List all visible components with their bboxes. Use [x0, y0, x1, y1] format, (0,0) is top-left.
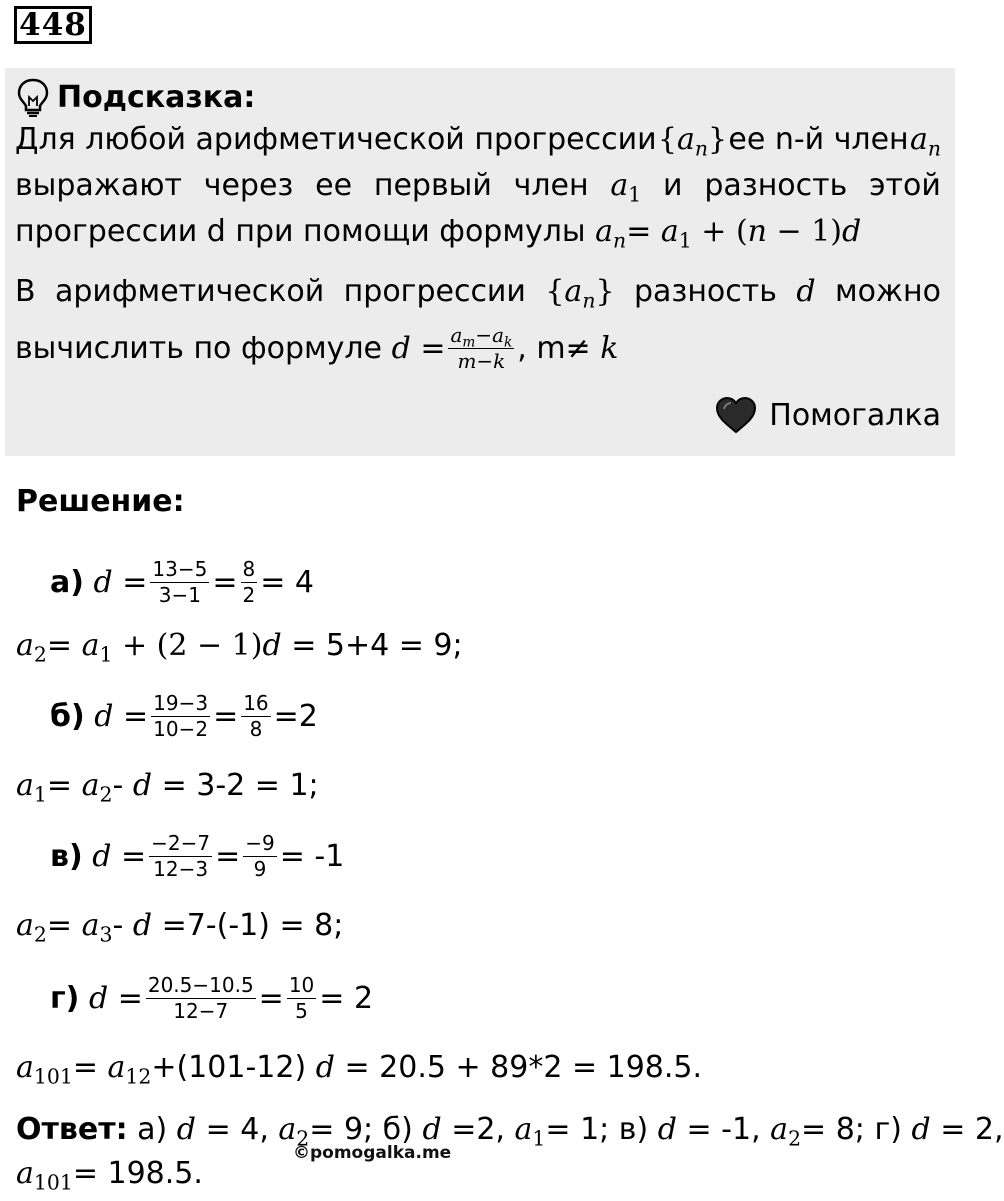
- fraction: $\frac{10}{5}$: [288, 972, 315, 1023]
- lightbulb-icon: [15, 77, 51, 117]
- hint-text: , m≠: [517, 330, 591, 366]
- result: = -1: [279, 838, 345, 874]
- math-d: d: [796, 273, 816, 309]
- hint-text: ее n-й член: [728, 121, 909, 157]
- part-label: б): [50, 698, 85, 734]
- solution-a-line1: а) d = $\frac{13-5}{3-1}$ = $\frac{8}{2}$ = 4: [50, 556, 314, 607]
- result: = 2: [319, 980, 374, 1016]
- hint-title: Подсказка:: [57, 79, 256, 115]
- brand: [715, 396, 941, 434]
- hint-word: первый: [373, 167, 492, 203]
- hint-word: В: [15, 273, 36, 309]
- solution-b-line2: $a_1$ = $a_2$ - d = 3-2 = 1;: [16, 767, 319, 807]
- hint-word: и: [663, 167, 683, 203]
- hint-text: Для любой арифметической прогрессии: [15, 121, 657, 157]
- hint-word: ее: [315, 167, 353, 203]
- solution-g-line2: $a_{101}$ = $a_{12}$ +(101-12) d = 20.5 + 89*2 = 198.5.: [16, 1049, 703, 1089]
- fraction: $\frac{-2-7}{12-3}$: [151, 830, 211, 881]
- solution-title: Решение:: [16, 483, 185, 519]
- brand-name: Помогалка: [769, 397, 941, 433]
- hint-word: разность: [633, 273, 777, 309]
- solution-b-line1: б) d = $\frac{19-3}{10-2}$ = $\frac{16}{8}$ =2: [50, 690, 318, 741]
- heart-icon: [715, 396, 757, 434]
- answer-label: Ответ:: [16, 1111, 128, 1147]
- hint-word: прогрессии: [343, 273, 526, 309]
- math-an: $a_n$: [909, 121, 941, 161]
- part-label: г): [50, 980, 80, 1016]
- problem-number: 448: [14, 6, 92, 44]
- hint-line-2: [15, 162, 941, 208]
- result: = 4: [260, 564, 314, 600]
- fraction: $\frac{8}{2}$: [242, 556, 256, 607]
- math-formula: $a_n$: [595, 213, 627, 253]
- answer-line-2: $a_{101}$ = 198.5.: [16, 1155, 203, 1195]
- solution-g-line1: г) d = $\frac{20.5-10.5}{12-7}$ = $\frac{10}{5}$ = 2: [50, 972, 374, 1023]
- hint-word: арифметической: [54, 273, 325, 309]
- part-label: в): [50, 838, 83, 874]
- math-set: $\{a_n\}$: [657, 121, 728, 161]
- hint-box: [5, 68, 955, 456]
- solution-a-line2: $a_2$ = $a_1$ + (2 − 1) d = 5+4 = 9;: [16, 627, 463, 667]
- fraction: $\frac{13-5}{3-1}$: [152, 556, 208, 607]
- fraction: $\frac{19-3}{10-2}$: [153, 690, 209, 741]
- hint-word: этой: [869, 167, 941, 203]
- fraction: $\frac{20.5-10.5}{12-7}$: [147, 972, 254, 1023]
- hint-text: прогрессии d при помощи формулы: [15, 213, 586, 249]
- hint-line-4: [15, 268, 941, 314]
- fraction: $\frac{-9}{9}$: [245, 830, 275, 881]
- formula-fraction: $\frac{a_m-a_k}{m-k}$: [450, 322, 513, 373]
- part-label: а): [50, 564, 84, 600]
- hint-line-5: вычислить по формуле d = $\frac{a_m-a_k}{m-k}$ , m≠ k: [15, 322, 619, 373]
- math-a1: $a_1$: [610, 167, 642, 207]
- hint-word: через: [203, 167, 294, 203]
- hint-line-1: [15, 116, 941, 162]
- result: =2: [273, 698, 318, 734]
- hint-word: разность: [704, 167, 848, 203]
- math-set: $\{a_n\}$: [545, 273, 615, 313]
- hint-line-3: прогрессии d при помощи формулы $a_n$ = $a_1$ + ( n − 1) d: [15, 213, 862, 253]
- fraction: $\frac{16}{8}$: [243, 690, 269, 741]
- answer-line-1: Ответ: а) d = 4, $a_2= 9$; б) d =2, $a_1= 1$; в) d = -1, $a_2= 8$; г) d = 2,: [16, 1111, 1004, 1151]
- solution-v-line2: $a_2$ = $a_3$ - d =7-(-1) = 8;: [16, 907, 344, 947]
- hint-word: выражают: [15, 167, 182, 203]
- solution-v-line1: в) d = $\frac{-2-7}{12-3}$ = $\frac{-9}{9}$ = -1: [50, 830, 345, 881]
- hint-word: можно: [834, 273, 941, 309]
- hint-word: член: [513, 167, 589, 203]
- hint-title-line: [15, 74, 255, 120]
- watermark: ©pomogalka.me: [293, 1143, 452, 1163]
- hint-text: вычислить по формуле: [15, 330, 383, 366]
